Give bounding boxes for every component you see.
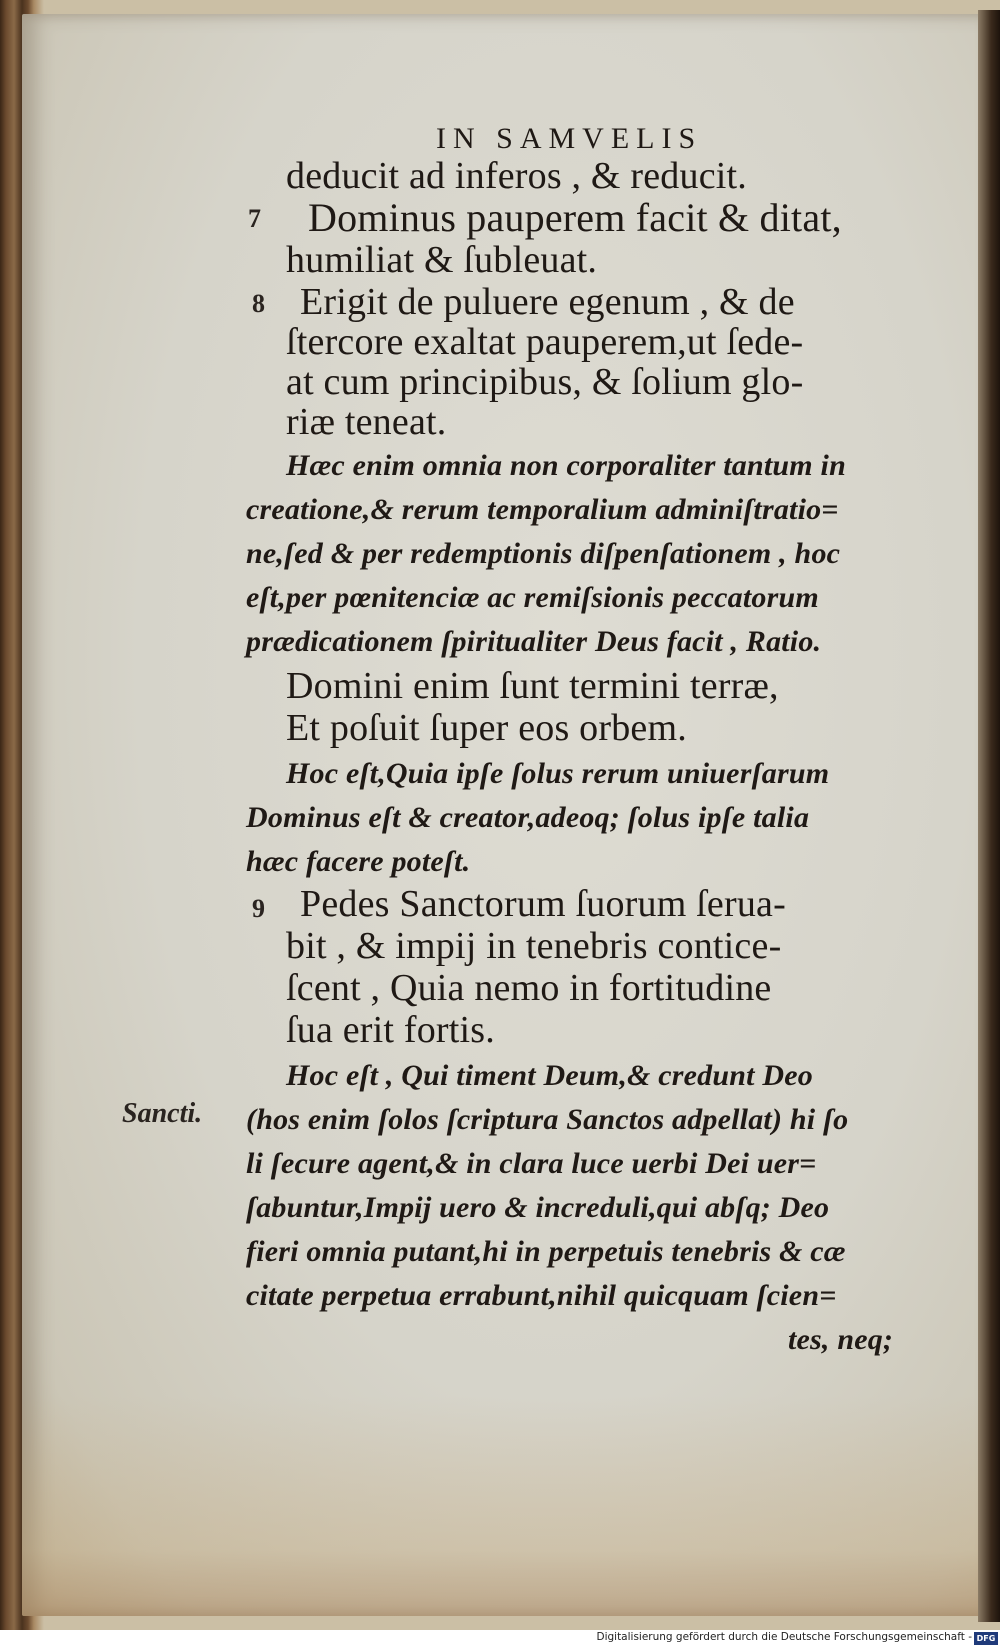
text-line: Et poſuit ſuper eos orbem.: [286, 707, 687, 749]
text-line: li ſecure agent,& in clara luce uerbi Dei uer=: [246, 1147, 817, 1180]
text-line: ſua erit fortis.: [286, 1009, 495, 1051]
text-line: ne,ſed & per redemptionis diſpenſationem , hoc: [246, 537, 841, 570]
running-head: IN SAMVELIS: [436, 122, 703, 155]
text-line: riæ teneat.: [286, 401, 447, 443]
text-line: citate perpetua errabunt,nihil quicquam ſcien=: [246, 1279, 837, 1312]
book-right-edge: [978, 10, 1000, 1622]
text-line: Hoc eſt,Quia ipſe ſolus rerum uniuerſarum: [286, 757, 830, 790]
text-line: eſt,per pœnitenciæ ac remiſsionis peccatorum: [246, 581, 819, 614]
text-line: deducit ad inferos , & reducit.: [286, 155, 747, 197]
footer-credit: Digitalisierung gefördert durch die Deutsche Forschungsgemeinschaft -: [596, 1631, 972, 1643]
dfg-logo-icon: DFG: [974, 1632, 998, 1645]
book-page: [22, 14, 990, 1616]
verse-number: 8: [252, 289, 265, 318]
text-line: Hoc eſt , Qui timent Deum,& credunt Deo: [286, 1059, 813, 1092]
text-line: at cum principibus, & ſolium glo-: [286, 361, 804, 403]
verse-number: 7: [248, 204, 261, 233]
text-line: prædicationem ſpiritualiter Deus facit , Ratio.: [246, 625, 822, 658]
text-line: ſcent , Quia nemo in fortitudine: [286, 967, 772, 1009]
text-line: Domini enim ſunt termini terræ,: [286, 665, 779, 707]
text-line: creatione,& rerum temporalium adminiſtratio=: [246, 493, 839, 526]
text-line: (hos enim ſolos ſcriptura Sanctos adpellat) hi ſo: [246, 1103, 849, 1136]
catchword: tes, neq;: [788, 1323, 894, 1356]
text-line: Hæc enim omnia non corporaliter tantum in: [286, 449, 846, 482]
text-line: ſtercore exaltat pauperem,ut ſede-: [286, 321, 804, 363]
text-line: Dominus pauperem facit & ditat,: [308, 195, 842, 240]
text-line: humiliat & ſubleuat.: [286, 239, 598, 281]
text-line: fieri omnia putant,hi in perpetuis tenebris & cæ: [246, 1235, 846, 1268]
text-line: Pedes Sanctorum ſuorum ſerua-: [300, 883, 786, 925]
footer-bar: [0, 1630, 1000, 1648]
text-line: ſabuntur,Impij uero & increduli,qui abſq; Deo: [246, 1191, 830, 1224]
text-line: Erigit de puluere egenum , & de: [300, 281, 795, 323]
text-line: Dominus eſt & creator,adeoq; ſolus ipſe talia: [246, 801, 810, 834]
verse-number: 9: [252, 894, 265, 923]
text-line: hæc facere poteſt.: [246, 845, 471, 878]
text-line: bit , & impij in tenebris contice-: [286, 925, 782, 967]
margin-note: Sancti.: [122, 1098, 203, 1129]
